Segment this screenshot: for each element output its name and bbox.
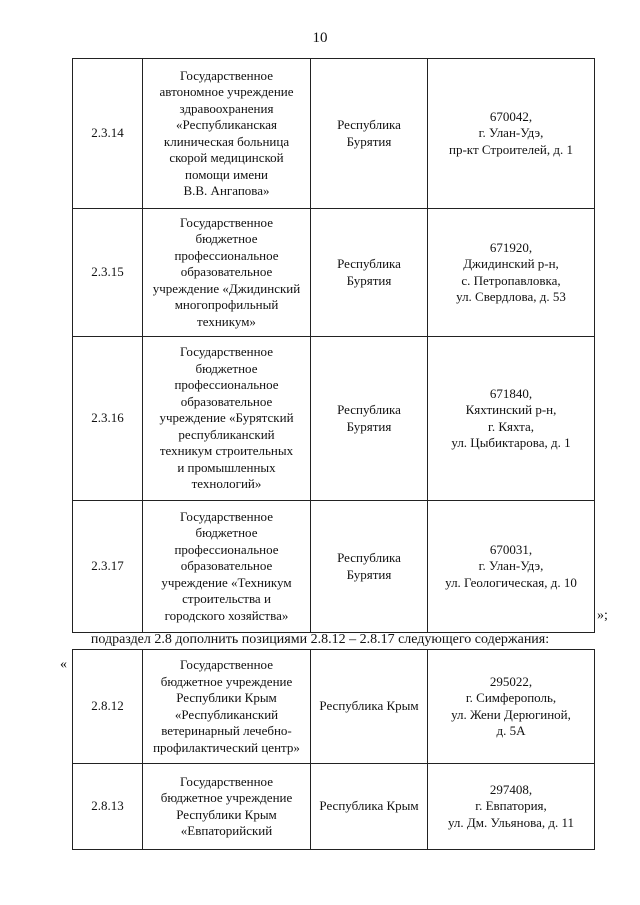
region-cell — [311, 501, 428, 633]
name-line: профилактический центр» — [153, 739, 300, 755]
address-line: 670031, — [489, 541, 533, 557]
name-cell — [143, 764, 311, 850]
region-line: Бурятия — [346, 418, 392, 434]
table-row — [73, 501, 595, 633]
region-cell — [311, 650, 428, 764]
address-line: 671840, — [489, 385, 533, 401]
address-line: г. Евпатория, — [475, 798, 547, 814]
region-line: Республика — [337, 550, 401, 565]
name-line: бюджетное — [195, 231, 258, 247]
region-line: Республика — [337, 117, 401, 132]
region-line: Республика Крым — [319, 798, 419, 814]
name-line: многопрофильный — [174, 297, 279, 313]
region-line: Республика Крым — [319, 698, 419, 714]
name-line: Государственное — [180, 508, 273, 524]
address-cell — [428, 337, 595, 501]
name-line: образовательное — [180, 264, 273, 280]
name-line: учреждение «Джидинский — [152, 280, 301, 296]
name-cell — [143, 501, 311, 633]
institutions-table-section-2-8 — [72, 649, 595, 850]
name-line: Государственное — [180, 657, 273, 672]
region-line: Бурятия — [346, 133, 392, 149]
name-line: бюджетное учреждение — [160, 790, 293, 805]
name-line: Республики Крым — [176, 806, 277, 822]
number-cell: 2.8.13 — [73, 764, 143, 850]
name-line: учреждение «Бурятский — [159, 410, 294, 426]
address-line: ул. Геологическая, д. 10 — [445, 574, 577, 590]
address-cell — [428, 59, 595, 209]
name-cell — [143, 59, 311, 209]
name-line: строительства и — [182, 591, 271, 607]
region-line: Бурятия — [346, 566, 392, 582]
table-body — [73, 650, 595, 850]
name-line: автономное учреждение — [159, 84, 294, 99]
name-line: городского хозяйства» — [164, 607, 289, 623]
name-line: Государственное — [180, 773, 273, 789]
table-body — [73, 59, 595, 633]
address-line: Кяхтинский р-н, — [465, 402, 557, 417]
name-line: Государственное — [180, 67, 273, 83]
name-line: республиканский — [178, 426, 275, 442]
table-row — [73, 59, 595, 209]
name-line: учреждение «Техникум — [161, 574, 292, 590]
name-line: техникум строительных — [159, 443, 294, 459]
address-line: д. 5А — [496, 723, 526, 738]
number-cell: 2.3.14 — [73, 59, 143, 209]
address-line: с. Петропавловка, — [461, 272, 561, 288]
name-line: Государственное — [180, 344, 273, 360]
address-line: 297408, — [489, 781, 533, 797]
address-line: 670042, — [489, 108, 533, 124]
address-line: ул. Дм. Ульянова, д. 11 — [448, 814, 574, 830]
address-line: ул. Свердлова, д. 53 — [456, 289, 566, 304]
page-number: 10 — [312, 30, 328, 46]
name-line: бюджетное учреждение — [160, 673, 293, 689]
table-row — [73, 337, 595, 501]
address-line: пр-кт Строителей, д. 1 — [449, 141, 573, 157]
address-line: 671920, — [489, 239, 533, 255]
name-line: здравоохранения — [179, 100, 274, 116]
number-cell: 2.3.16 — [73, 337, 143, 501]
region-cell — [311, 337, 428, 501]
number-cell: 2.3.15 — [73, 209, 143, 337]
number-cell: 2.3.17 — [73, 501, 143, 633]
name-line: профессиональное — [174, 541, 279, 557]
region-line: Бурятия — [346, 272, 392, 288]
number-cell: 2.8.12 — [73, 650, 143, 764]
closing-quote: »; — [597, 608, 608, 623]
address-line: 295022, — [489, 673, 533, 689]
name-line: образовательное — [180, 393, 273, 409]
address-cell — [428, 501, 595, 633]
opening-quote: « — [60, 657, 67, 672]
address-cell — [428, 209, 595, 337]
name-line: Республики Крым — [176, 690, 277, 705]
region-line: Республика — [337, 402, 401, 417]
address-line: г. Симферополь, — [465, 690, 557, 705]
table-row — [73, 650, 595, 764]
address-line: ул. Цыбиктарова, д. 1 — [451, 435, 571, 450]
address-line: ул. Жени Дерюгиной, — [451, 706, 571, 722]
address-cell — [428, 764, 595, 850]
name-line: «Республиканская — [176, 117, 277, 132]
region-cell — [311, 764, 428, 850]
name-line: и промышленных — [177, 459, 276, 475]
instruction-text: подраздел 2.8 дополнить позициями 2.8.12 – 2.8.17 следующего содержания: — [90, 632, 550, 647]
name-line: «Республиканский — [174, 706, 279, 722]
region-cell — [311, 209, 428, 337]
address-line: Джидинский р-н, — [463, 256, 559, 271]
address-cell — [428, 650, 595, 764]
name-line: скорой медицинской — [169, 150, 284, 165]
name-cell — [143, 337, 311, 501]
address-line: г. Улан-Удэ, — [478, 125, 544, 141]
name-line: бюджетное — [195, 360, 258, 376]
name-line: техникум» — [197, 313, 256, 329]
name-line: образовательное — [180, 558, 273, 574]
name-line: В.В. Ангапова» — [183, 183, 270, 198]
name-line: технологий» — [191, 476, 262, 492]
name-line: «Евпаторийский — [180, 823, 273, 838]
table-row — [73, 209, 595, 337]
name-cell — [143, 650, 311, 764]
name-line: профессиональное — [174, 247, 279, 263]
name-line: Государственное — [180, 214, 273, 230]
name-line: помощи имени — [184, 166, 269, 182]
name-cell — [143, 209, 311, 337]
name-line: ветеринарный лечебно- — [161, 723, 292, 738]
address-line: г. Кяхта, — [487, 418, 535, 434]
name-line: бюджетное — [195, 525, 258, 541]
address-line: г. Улан-Удэ, — [478, 558, 544, 574]
institutions-table-section-2-3 — [72, 58, 595, 633]
table-row — [73, 764, 595, 850]
region-line: Республика — [337, 256, 401, 271]
name-line: профессиональное — [174, 377, 279, 393]
region-cell — [311, 59, 428, 209]
name-line: клиническая больница — [163, 133, 290, 149]
